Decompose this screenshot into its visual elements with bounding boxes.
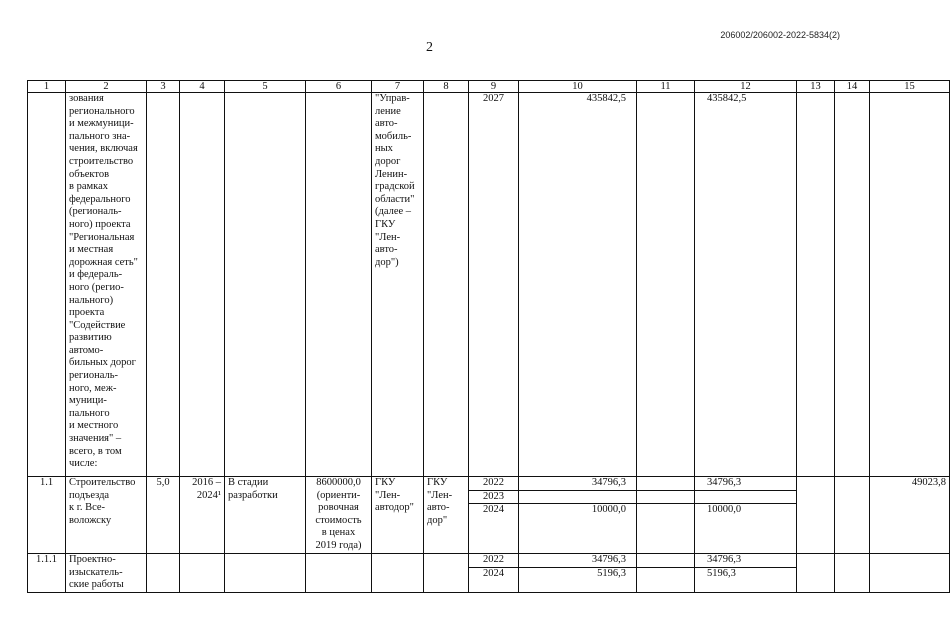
column-number: 2 (66, 81, 147, 93)
total-cell: 10000,0 (519, 504, 637, 554)
column-number: 13 (797, 81, 835, 93)
column-number: 8 (424, 81, 469, 93)
col15-cell: 49023,8 (870, 477, 950, 554)
column-number: 10 (519, 81, 637, 93)
row-name: Проектно- изыскатель- ские работы (66, 554, 147, 593)
column-number-row (28, 81, 950, 93)
year-cell: 2023 (469, 490, 519, 504)
cost-cell: 8600000,0 (ориенти- ровочная стоимость в ценах 2019 года) (306, 477, 372, 554)
page-number: 2 (426, 40, 433, 55)
year-cell: 2024 (469, 568, 519, 593)
column-number: 14 (835, 81, 870, 93)
year-cell: 2027 (469, 93, 519, 477)
year-cell: 2024 (469, 504, 519, 554)
customer-cell: ГКУ "Лен- автодор" (372, 477, 424, 554)
column-number: 6 (306, 81, 372, 93)
table-row (28, 554, 950, 568)
regional-cell: 10000,0 (695, 504, 797, 554)
table-row (28, 477, 950, 491)
table-row (28, 93, 950, 477)
total-cell: 5196,3 (519, 568, 637, 593)
total-cell: 435842,5 (519, 93, 637, 477)
regional-cell: 34796,3 (695, 477, 797, 491)
column-number: 15 (870, 81, 950, 93)
length-cell: 5,0 (147, 477, 180, 554)
year-cell: 2022 (469, 554, 519, 568)
column-number: 1 (28, 81, 66, 93)
row-name: зования регионального и межмуници- пального зна- чения, включая строительство объектов в рамках федерального (региональ- ного) проекта "Региональная и местная дорожная сеть" и федераль- ного (регио- нального) проекта "Содействие развитию автомо- бильных дорог региональ- ного, меж- муници- пального и местного значения" – всего, в том числе: (66, 93, 147, 477)
row-name: Строительство подъезда к г. Все- воложску (66, 477, 147, 554)
row-number: 1.1 (28, 477, 66, 554)
column-number: 4 (180, 81, 225, 93)
column-number: 9 (469, 81, 519, 93)
regional-cell: 5196,3 (695, 568, 797, 593)
executor-cell: ГКУ "Лен- авто- дор" (424, 477, 469, 554)
total-cell: 34796,3 (519, 554, 637, 568)
column-number: 5 (225, 81, 306, 93)
document-id: 206002/206002-2022-5834(2) (720, 30, 840, 40)
column-number: 7 (372, 81, 424, 93)
regional-cell (695, 490, 797, 504)
column-number: 11 (637, 81, 695, 93)
regional-cell: 435842,5 (695, 93, 797, 477)
row-number: 1.1.1 (28, 554, 66, 593)
column-number: 3 (147, 81, 180, 93)
regional-cell: 34796,3 (695, 554, 797, 568)
program-table (27, 80, 950, 593)
period-cell: 2016 – 2024¹ (180, 477, 225, 554)
executor-cell: "Управ- ление авто- мобиль- ных дорог Ленин- градской области" (далее – ГКУ "Лен- авто- дор") (372, 93, 424, 477)
year-cell: 2022 (469, 477, 519, 491)
stage-cell: В стадии разработки (225, 477, 306, 554)
column-number: 12 (695, 81, 797, 93)
total-cell: 34796,3 (519, 477, 637, 491)
total-cell (519, 490, 637, 504)
